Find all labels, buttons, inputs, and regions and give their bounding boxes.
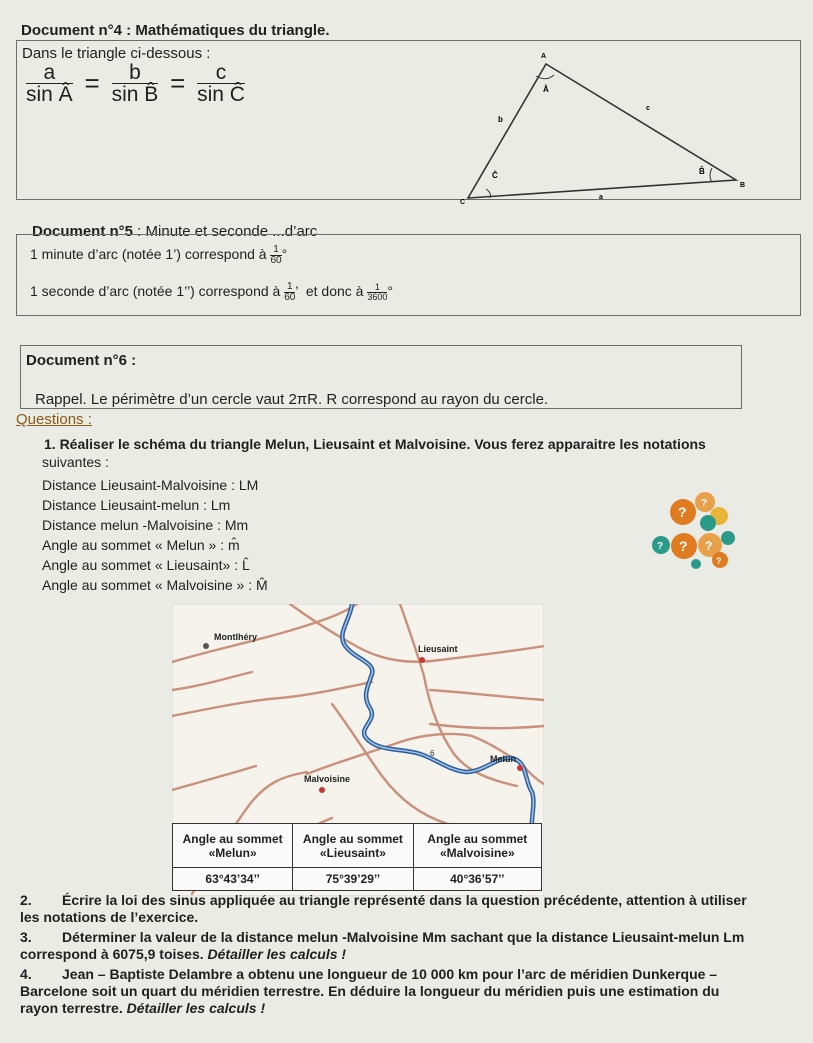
notation-item: Distance melun -Malvoisine : Mm — [42, 517, 249, 533]
header-line: Angle au sommet — [302, 831, 403, 846]
montlhery-label: Montlhéry — [214, 632, 258, 642]
malvoisine-dot — [319, 787, 325, 793]
angles-table-header-row — [173, 824, 542, 868]
frac-den: 60 — [270, 255, 282, 266]
doc4-intro: Dans le triangle ci-dessous : — [22, 45, 211, 62]
angles-table — [172, 823, 542, 891]
header-line: «Lieusaint» — [319, 845, 386, 860]
question-bubbles-icon — [648, 490, 738, 575]
notation-item: Angle au sommet « Lieusaint» : L̂ — [42, 557, 250, 573]
angle-a-label: Â — [543, 85, 549, 94]
doc4-title-prefix: Document n°4 — [21, 22, 123, 39]
ratio-c-num: c — [197, 62, 245, 84]
eq-sign-2: = — [170, 68, 186, 98]
melun-label: Melun — [490, 754, 516, 764]
doc5-line2 — [30, 282, 393, 303]
doc5-title-suffix: : Minute et seconde ...d’arc — [133, 223, 318, 240]
q3-number: 3. — [20, 929, 32, 945]
minute-symbol: ’ — [295, 283, 298, 300]
q2-number: 2. — [20, 892, 32, 908]
value-melun: 63°43’34’’ — [173, 868, 293, 891]
malvoisine-label: Malvoisine — [304, 774, 351, 784]
ratio-b — [112, 62, 159, 105]
q2-line1: Écrire la loi des sinus appliquée au triangle représenté dans la question précédente, attention à utiliser — [62, 892, 747, 908]
doc5-line2-text: 1 seconde d’arc (notée 1’’) correspond à — [30, 283, 281, 300]
doc6-rappel: Rappel. Le périmètre d’un cercle vaut 2πR. R correspond au rayon du cercle. — [35, 391, 549, 408]
vertex-b-label: B — [740, 182, 746, 189]
notation-item: Distance Lieusaint-Malvoisine : LM — [42, 477, 259, 493]
frac-num: 1 — [270, 245, 281, 256]
montlhery-dot — [203, 643, 209, 649]
ratio-a — [26, 62, 73, 105]
q3-line1: Déterminer la valeur de la distance melun -Malvoisine Mm sachant que la distance Lieusaint-melun Lm — [62, 929, 745, 945]
q4-line3-plain: rayon terrestre. — [20, 1000, 127, 1016]
header-line: Angle au sommet — [427, 831, 528, 846]
frac-den: 3600 — [367, 292, 388, 302]
header-line: «Melun» — [208, 845, 257, 860]
q4-line3 — [20, 1000, 265, 1017]
vertex-a-label: A — [541, 53, 547, 60]
header-melun — [173, 824, 293, 868]
frac-den: 60 — [284, 292, 296, 303]
svg-text:?: ? — [701, 498, 708, 509]
doc5-line2-mid: et donc à — [305, 283, 364, 300]
header-line: «Malvoisine» — [439, 845, 515, 860]
notation-item: Angle au sommet « Melun » : m̂ — [42, 537, 240, 553]
angle-b-arc — [710, 168, 712, 182]
q3-line2-plain: correspond à 6075,9 toises. — [20, 946, 208, 962]
side-c-label: c — [646, 105, 650, 112]
value-lieusaint: 75°39’29’’ — [293, 868, 413, 891]
q4-line1: Jean – Baptiste Delambre a obtenu une longueur de 10 000 km pour l’arc de méridien Dunkerque – — [62, 966, 718, 982]
header-line: Angle au sommet — [182, 831, 283, 846]
angle-b-label: B̂ — [699, 167, 705, 176]
svg-text:?: ? — [679, 538, 688, 554]
q4-line2: Barcelone soit un quart du méridien terrestre. En déduire la longueur du méridien puis une estimation du — [20, 983, 720, 999]
law-of-sines — [26, 62, 245, 105]
ratio-c — [197, 62, 245, 105]
q2-line2: les notations de l’exercice. — [20, 909, 199, 925]
eq-sign-1: = — [84, 68, 100, 98]
ratio-b-den: sin B̂ — [111, 83, 159, 106]
svg-text:?: ? — [716, 556, 722, 566]
doc5-line1-text: 1 minute d’arc (notée 1’) correspond à — [30, 246, 267, 263]
svg-text:?: ? — [657, 541, 664, 552]
doc6-title: Document n°6 : — [26, 352, 137, 369]
doc4-title — [21, 22, 330, 39]
ratio-a-num: a — [26, 62, 73, 84]
q4-number: 4. — [20, 966, 32, 982]
angle-c-label: Ĉ — [492, 171, 498, 180]
svg-text:?: ? — [705, 539, 713, 553]
header-malvoisine — [413, 824, 541, 868]
side-a-label: a — [599, 194, 603, 201]
doc4-title-suffix: : Mathématiques du triangle. — [122, 22, 330, 39]
notation-item: Distance Lieusaint-melun : Lm — [42, 497, 231, 513]
frac-num: 1 — [367, 283, 387, 293]
q4-line3-italic: Détailler les calculs ! — [126, 1000, 266, 1016]
degree-symbol: ° — [281, 246, 288, 263]
melun-dot — [517, 765, 523, 771]
q1-line1: 1. Réaliser le schéma du triangle Melun, Lieusaint et Malvoisine. Vous ferez apparaitre les notations — [44, 436, 706, 452]
doc5-line1 — [30, 245, 287, 266]
lieusaint-label: Lieusaint — [418, 644, 458, 654]
degree-symbol: ° — [387, 283, 393, 300]
ratio-a-den: sin Â — [26, 83, 73, 106]
q3-line2 — [20, 946, 346, 963]
vertex-c-label: C — [460, 199, 466, 206]
triangle-shape — [468, 64, 736, 198]
triangle-diagram — [456, 42, 756, 207]
side-b-label: b — [498, 115, 503, 124]
questions-heading: Questions : — [16, 411, 92, 428]
notation-item: Angle au sommet « Malvoisine » : M̂ — [42, 577, 268, 593]
doc5-title-prefix: Document n°5 — [32, 223, 134, 240]
map-marker-6: 6 — [430, 749, 435, 758]
doc5-line2-frac2 — [367, 283, 387, 302]
doc5-line1-frac — [270, 245, 281, 266]
angles-table-value-row — [173, 868, 542, 891]
ratio-c-den: sin Ĉ — [197, 83, 245, 106]
value-malvoisine: 40°36’57’’ — [413, 868, 541, 891]
q3-line2-italic: Détailler les calculs ! — [207, 946, 347, 962]
ratio-b-num: b — [112, 62, 159, 84]
header-lieusaint — [293, 824, 413, 868]
q1-line2: suivantes : — [42, 454, 109, 470]
frac-num: 1 — [284, 282, 295, 293]
doc5-line2-frac — [284, 282, 295, 303]
svg-text:?: ? — [678, 504, 687, 520]
lieusaint-dot — [419, 657, 425, 663]
